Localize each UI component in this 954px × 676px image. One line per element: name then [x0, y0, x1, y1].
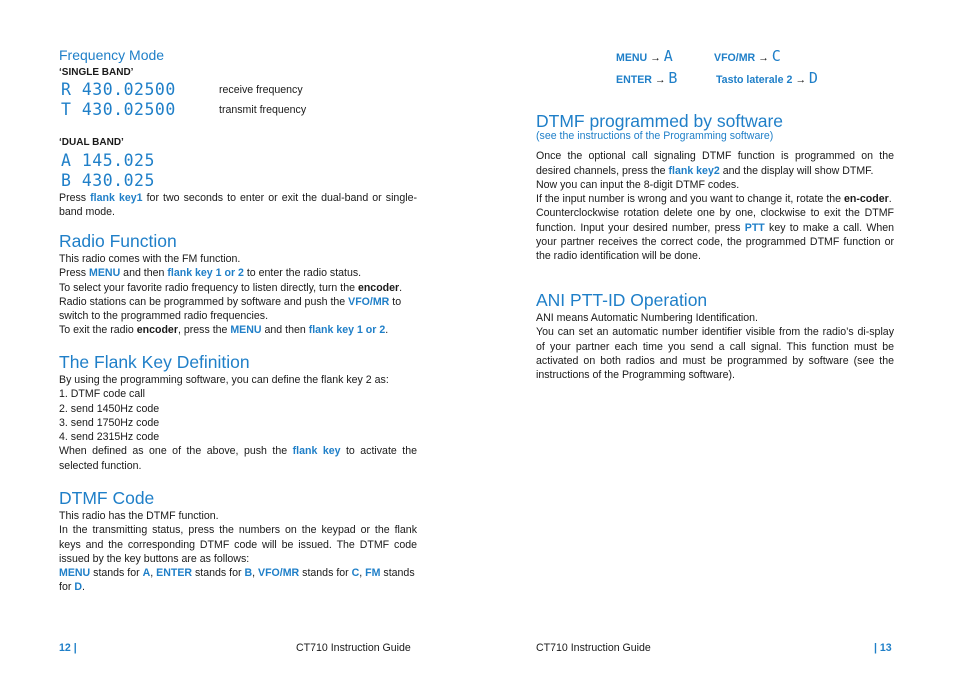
- dtmf-prog-p3: If the input number is wrong and you want to change it, rotate the en-coder.: [536, 193, 892, 206]
- dtmf-code-heading: DTMF Code: [59, 488, 155, 508]
- ani-section: [536, 289, 894, 382]
- single-band-row-t: [59, 100, 417, 120]
- page-number-left: 12 |: [59, 642, 77, 654]
- lcd-display-b: B 430.025: [61, 170, 155, 190]
- mapping-enter: ENTER → B: [616, 69, 678, 87]
- dtmf-code-section: [59, 487, 417, 595]
- radio-line-3: To select your favorite radio frequency to listen directly, turn the encoder. Radio stations can be programmed by software and push the VFO/MR to switch to the programmed radio frequencies.: [59, 281, 403, 323]
- lcd-display-r: R 430.02500: [61, 80, 176, 100]
- flank-outro: When defined as one of the above, push the flank key to activate the selected function.: [59, 445, 417, 472]
- list-item: 3. send 1750Hz code: [59, 416, 160, 429]
- ani-p2: You can set an automatic number identifier visible from the radio’s di-splay of your partner each time you send a call signal. This function must be activated on both radios and must be programmed by software (see the instructions of the Programming software).: [536, 326, 894, 382]
- list-item: 4. send 2315Hz code: [59, 431, 160, 444]
- key-mapping-grid: [616, 46, 818, 90]
- list-item: 1. DTMF code call: [59, 388, 145, 401]
- dtmf-line-2: In the transmitting status, press the numbers on the keypad or the flank keys and the corresponding DTMF code will be issued. The DTMF code issued by the key buttons are as follows:: [59, 524, 417, 565]
- flank-options-list: [59, 387, 417, 444]
- dtmf-programmed-heading: DTMF programmed by software: [536, 111, 784, 131]
- lcd-display-t: T 430.02500: [61, 100, 176, 120]
- mapping-vfomr: VFO/MR → C: [714, 47, 782, 65]
- radio-function-section: [59, 230, 417, 338]
- flank-intro: By using the programming software, you can define the flank key 2 as:: [59, 374, 389, 386]
- ani-p1: ANI means Automatic Numbering Identification.: [536, 312, 758, 324]
- ani-heading: ANI PTT-ID Operation: [536, 290, 708, 310]
- radio-function-heading: Radio Function: [59, 231, 177, 251]
- dtmf-prog-p1: Once the optional call signaling DTMF function is programmed on the desired channels, press the flank key2 and the display will show DTMF.: [536, 150, 894, 177]
- frequency-mode-heading: Frequency Mode: [59, 47, 165, 63]
- footer-guide-right: CT710 Instruction Guide: [536, 642, 651, 654]
- radio-line-4: To exit the radio encoder, press the MENU and then flank key 1 or 2.: [59, 324, 389, 337]
- frequency-mode-section: [59, 46, 417, 219]
- page-number-right: | 13: [874, 642, 892, 654]
- dtmf-prog-p2: Now you can input the 8-digit DTMF codes.: [536, 178, 740, 191]
- mapping-row-2: [616, 68, 818, 90]
- footer-guide-left: CT710 Instruction Guide: [296, 642, 411, 654]
- dtmf-line-1: This radio has the DTMF function.: [59, 510, 219, 522]
- dtmf-key-mapping: MENU stands for A, ENTER stands for B, VFO/MR stands for C, FM stands for D.: [59, 567, 415, 594]
- single-band-row-r: [59, 80, 417, 100]
- dtmf-programmed-subtitle: (see the instructions of the Programming software): [536, 130, 774, 142]
- dual-band-instruction: Press flank key1 for two seconds to enter or exit the dual-band or single-band mode.: [59, 191, 417, 218]
- list-item: 2. send 1450Hz code: [59, 402, 160, 415]
- single-band-label: ‘SINGLE BAND’: [59, 67, 134, 78]
- receive-frequency-label: receive frequency: [219, 84, 303, 97]
- transmit-frequency-label: transmit frequency: [219, 104, 307, 117]
- lcd-display-a: A 145.025: [61, 150, 155, 170]
- flank-key-section: [59, 351, 417, 473]
- mapping-tasto: Tasto laterale 2 → D: [716, 69, 819, 87]
- flank-key1-ref: flank key1: [90, 191, 143, 204]
- mapping-row-1: [616, 46, 818, 68]
- mapping-menu: MENU → A: [616, 47, 674, 65]
- flank-key-heading: The Flank Key Definition: [59, 352, 250, 372]
- radio-line-2: Press MENU and then flank key 1 or 2 to enter the radio status.: [59, 267, 362, 280]
- dtmf-prog-p4: Counterclockwise rotation delete one by one, clockwise to exit the DTMF function. Input your desired number, press PTT key to make a call. When your partner receives the correct code, the programmed DTMF function or the radio identification will be done.: [536, 207, 894, 263]
- dtmf-programmed-section: [536, 110, 894, 264]
- dual-band-label: ‘DUAL BAND’: [59, 137, 124, 149]
- radio-line-1: This radio comes with the FM function.: [59, 253, 241, 265]
